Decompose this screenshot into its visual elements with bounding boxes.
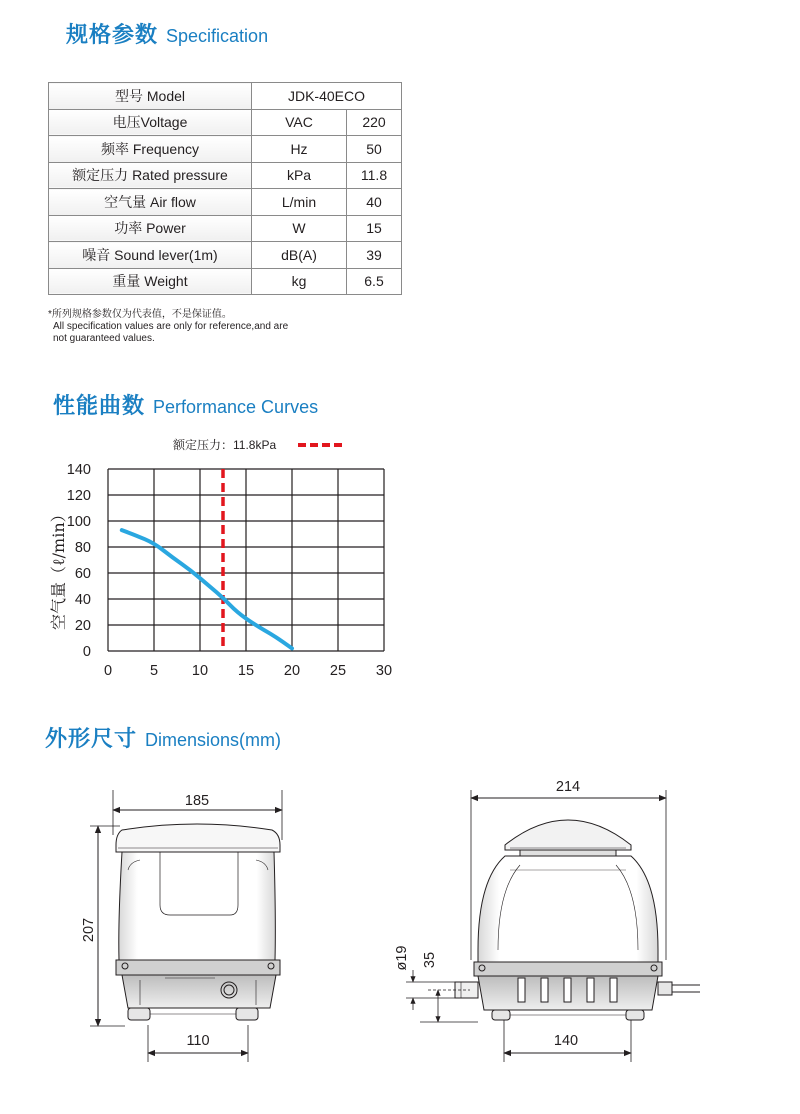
y-axis-ticks (67, 462, 91, 660)
spec-label: 重量 Weight (49, 268, 252, 295)
front-width-label: 185 (184, 793, 210, 809)
spec-label: 噪音 Sound lever(1m) (49, 242, 252, 269)
x-tick-label: 15 (237, 663, 255, 679)
spec-model-value: JDK-40ECO (252, 83, 402, 110)
y-tick-label: 100 (66, 514, 91, 530)
y-tick-label: 120 (66, 488, 91, 504)
x-tick-label: 30 (375, 663, 393, 679)
performance-title-zh: 性能曲数 (53, 394, 146, 419)
spec-label: 功率 Power (49, 215, 252, 242)
note-zh: *所列规格参数仅为代表值，不是保证值。 (48, 309, 232, 320)
outlet-height-label: 35 (422, 951, 438, 969)
dimensions-title-zh: 外形尺寸 (45, 727, 138, 752)
y-axis-label: 空气量（ℓ/min） (49, 506, 68, 630)
spec-value: 220 (347, 109, 402, 136)
spec-unit: W (252, 215, 347, 242)
side-width-label: 214 (555, 779, 581, 795)
spec-title-en: Specification (166, 26, 269, 46)
spec-label: 型号 Model (49, 83, 252, 110)
spec-unit: kg (252, 268, 347, 295)
spec-unit: Hz (252, 136, 347, 163)
legend-label: 额定压力：11.8kPa (173, 438, 277, 452)
chart-legend (173, 437, 342, 452)
spec-unit: dB(A) (252, 242, 347, 269)
side-base-label: 140 (553, 1033, 579, 1049)
x-tick-label: 0 (103, 663, 113, 679)
spec-unit: kPa (252, 162, 347, 189)
spec-value: 11.8 (347, 162, 402, 189)
y-tick-label: 140 (66, 462, 91, 478)
spec-value: 50 (347, 136, 402, 163)
x-tick-label: 25 (329, 663, 347, 679)
y-tick-label: 20 (74, 618, 91, 634)
y-tick-label: 0 (82, 644, 91, 660)
front-height-label: 207 (81, 917, 97, 943)
chart-grid (108, 469, 384, 651)
airflow-curve (122, 530, 292, 648)
y-tick-label: 80 (74, 540, 91, 556)
spec-label: 空气量 Air flow (49, 189, 252, 216)
spec-value: 40 (347, 189, 402, 216)
dimensions-title-en: Dimensions(mm) (145, 730, 282, 750)
spec-title-zh: 规格参数 (66, 23, 159, 48)
y-tick-label: 40 (74, 592, 91, 608)
spec-label: 电压Voltage (49, 109, 252, 136)
note-en-line2: not guaranteed values. (53, 333, 155, 344)
outlet-diameter-label: ø19 (394, 945, 410, 971)
spec-value: 39 (347, 242, 402, 269)
spec-unit: L/min (252, 189, 347, 216)
front-view-drawing (90, 790, 282, 1062)
x-axis-ticks (104, 663, 392, 679)
x-tick-label: 10 (191, 663, 209, 679)
performance-title-en: Performance Curves (153, 397, 319, 417)
spec-value: 6.5 (347, 268, 402, 295)
note-en-line1: All specification values are only for reference,and are (53, 321, 289, 332)
front-base-label: 110 (186, 1033, 210, 1049)
x-tick-label: 20 (283, 663, 301, 679)
spec-label: 频率 Frequency (49, 136, 252, 163)
spec-value: 15 (347, 215, 402, 242)
x-tick-label: 5 (149, 663, 159, 679)
side-view-drawing (406, 790, 700, 1062)
performance-chart (49, 437, 392, 679)
y-tick-label: 60 (74, 566, 91, 582)
spec-unit: VAC (252, 109, 347, 136)
spec-label: 额定压力 Rated pressure (49, 162, 252, 189)
